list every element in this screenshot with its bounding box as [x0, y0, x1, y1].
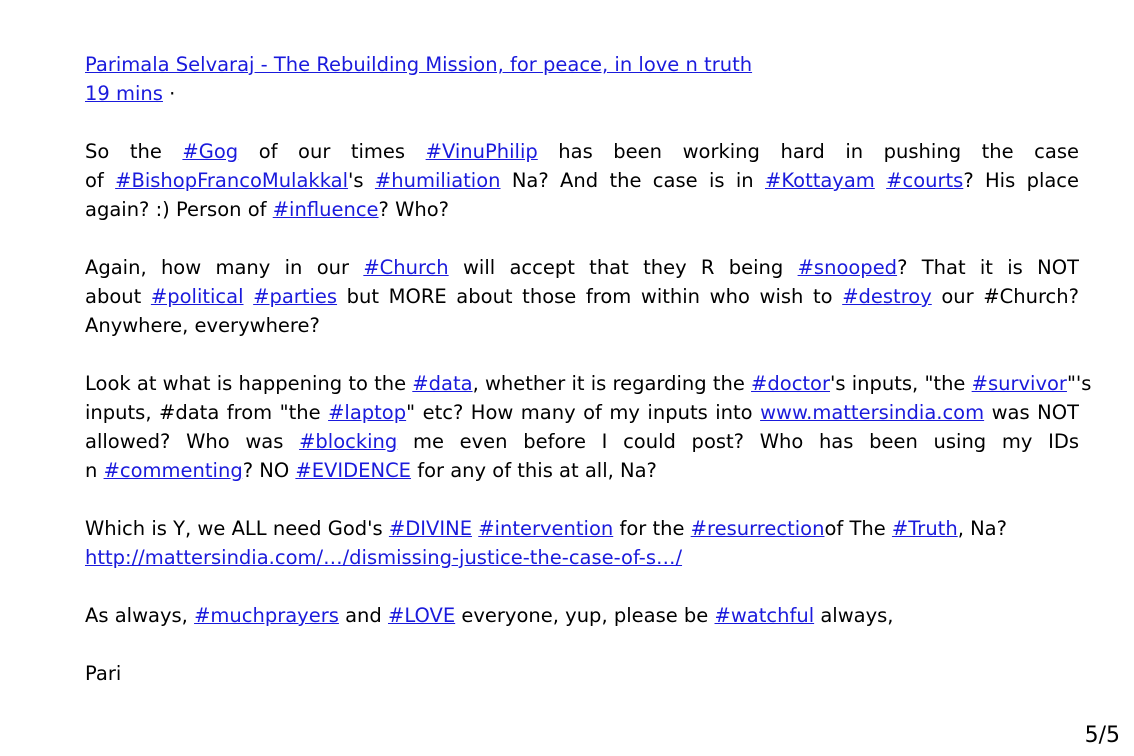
hashtag-intervention[interactable]: #intervention: [478, 517, 614, 540]
hashtag-church[interactable]: #Church: [363, 256, 449, 279]
spacer: [85, 340, 1079, 369]
hashtag-destroy[interactable]: #destroy: [842, 285, 932, 308]
paragraph-4-line-1: [85, 514, 1079, 543]
text: was NOT: [984, 401, 1079, 424]
time-separator: ·: [162, 82, 176, 105]
hashtag-divine[interactable]: #DIVINE: [388, 517, 473, 540]
text: As always,: [85, 604, 195, 627]
signature: [85, 659, 1079, 688]
paragraph-1-line-1: [85, 137, 1079, 166]
text: n: [85, 459, 104, 482]
text: about: [85, 285, 151, 308]
article-url-link[interactable]: http://mattersindia.com/…/dismissing-justice-the-case-of-s…/: [85, 546, 683, 569]
text: has been working hard in pushing the case: [537, 140, 1079, 163]
hashtag-blocking[interactable]: #blocking: [299, 430, 398, 453]
hashtag-commenting[interactable]: #commenting: [103, 459, 243, 482]
hashtag-resurrection[interactable]: #resurrection: [690, 517, 825, 540]
hashtag-love[interactable]: #LOVE: [388, 604, 456, 627]
hashtag-political[interactable]: #political: [150, 285, 244, 308]
text: everyone, yup, please be: [455, 604, 715, 627]
text: " etc? How many of my inputs into: [406, 401, 761, 424]
text: ? His place: [963, 169, 1079, 192]
paragraph-2-line-1: [85, 253, 1079, 282]
hashtag-watchful[interactable]: #watchful: [714, 604, 815, 627]
post-header-time: [85, 79, 1079, 108]
text: Anywhere, everywhere?: [85, 314, 320, 337]
text: [244, 285, 254, 308]
text: "'s: [1066, 372, 1092, 395]
hashtag-muchprayers[interactable]: #muchprayers: [194, 604, 339, 627]
hashtag-doctor[interactable]: #doctor: [751, 372, 831, 395]
text: our #Church?: [931, 285, 1079, 308]
text: allowed? Who was: [85, 430, 300, 453]
text: of The: [824, 517, 892, 540]
paragraph-1-line-3: [85, 195, 1079, 224]
spacer: [85, 485, 1079, 514]
hashtag-courts[interactable]: #courts: [886, 169, 964, 192]
text: always,: [814, 604, 894, 627]
hashtag-kottayam[interactable]: #Kottayam: [764, 169, 875, 192]
text: for any of this at all, Na?: [411, 459, 657, 482]
text: again? :) Person of: [85, 198, 273, 221]
mattersindia-link[interactable]: www.mattersindia.com: [760, 401, 985, 424]
text: [875, 169, 886, 192]
spacer: [85, 572, 1079, 601]
text: 's: [348, 169, 375, 192]
paragraph-4-line-2: [85, 543, 1079, 572]
spacer: [85, 108, 1079, 137]
text: So the: [85, 140, 183, 163]
paragraph-2-line-2: [85, 282, 1079, 311]
hashtag-bishopfrancomulakkal[interactable]: #BishopFrancoMulakkal: [115, 169, 349, 192]
text: Na? And the case is in: [500, 169, 765, 192]
author-link[interactable]: Parimala Selvaraj - The Rebuilding Mission, for peace, in love n truth: [85, 53, 753, 76]
timestamp-link[interactable]: 19 mins: [85, 82, 163, 105]
hashtag-humiliation[interactable]: #humiliation: [374, 169, 501, 192]
text: but MORE about those from within who wish to: [337, 285, 843, 308]
post-document: [85, 50, 1092, 688]
paragraph-3-line-4: [85, 456, 1079, 485]
text: , whether it is regarding the: [472, 372, 752, 395]
text: ? NO: [242, 459, 296, 482]
spacer: [85, 630, 1079, 659]
hashtag-truth[interactable]: #Truth: [891, 517, 958, 540]
paragraph-2-line-3: [85, 311, 1079, 340]
text: me even before I could post? Who has been using my IDs: [397, 430, 1079, 453]
text: for the: [613, 517, 691, 540]
paragraph-3-line-1: [85, 369, 1092, 398]
hashtag-gog[interactable]: #Gog: [182, 140, 239, 163]
text: Look at what is happening to the: [85, 372, 413, 395]
text: of: [85, 169, 116, 192]
text: Again, how many in our: [85, 256, 364, 279]
text: of our times: [238, 140, 426, 163]
hashtag-laptop[interactable]: #laptop: [328, 401, 407, 424]
hashtag-parties[interactable]: #parties: [253, 285, 338, 308]
text: Which is Y, we ALL need God's: [85, 517, 389, 540]
hashtag-influence[interactable]: #influence: [272, 198, 379, 221]
post-header-author: [85, 50, 1079, 79]
text: and: [338, 604, 388, 627]
paragraph-3-line-3: [85, 427, 1079, 456]
paragraph-1-line-2: [85, 166, 1079, 195]
hashtag-survivor[interactable]: #survivor: [971, 372, 1067, 395]
hashtag-evidence[interactable]: #EVIDENCE: [295, 459, 412, 482]
signature-text: Pari: [85, 662, 122, 685]
text: will accept that they R being: [448, 256, 798, 279]
hashtag-vinuphilip[interactable]: #VinuPhilip: [425, 140, 538, 163]
page-indicator: 5/5: [1084, 723, 1120, 748]
text: , Na?: [957, 517, 1007, 540]
hashtag-data[interactable]: #data: [412, 372, 473, 395]
text: inputs, #data from "the: [85, 401, 329, 424]
spacer: [85, 224, 1079, 253]
paragraph-3-line-2: [85, 398, 1079, 427]
paragraph-5-line-1: [85, 601, 1079, 630]
hashtag-snooped[interactable]: #snooped: [797, 256, 898, 279]
text: 's inputs, "the: [830, 372, 972, 395]
text: ? That it is NOT: [897, 256, 1079, 279]
text: ? Who?: [378, 198, 450, 221]
